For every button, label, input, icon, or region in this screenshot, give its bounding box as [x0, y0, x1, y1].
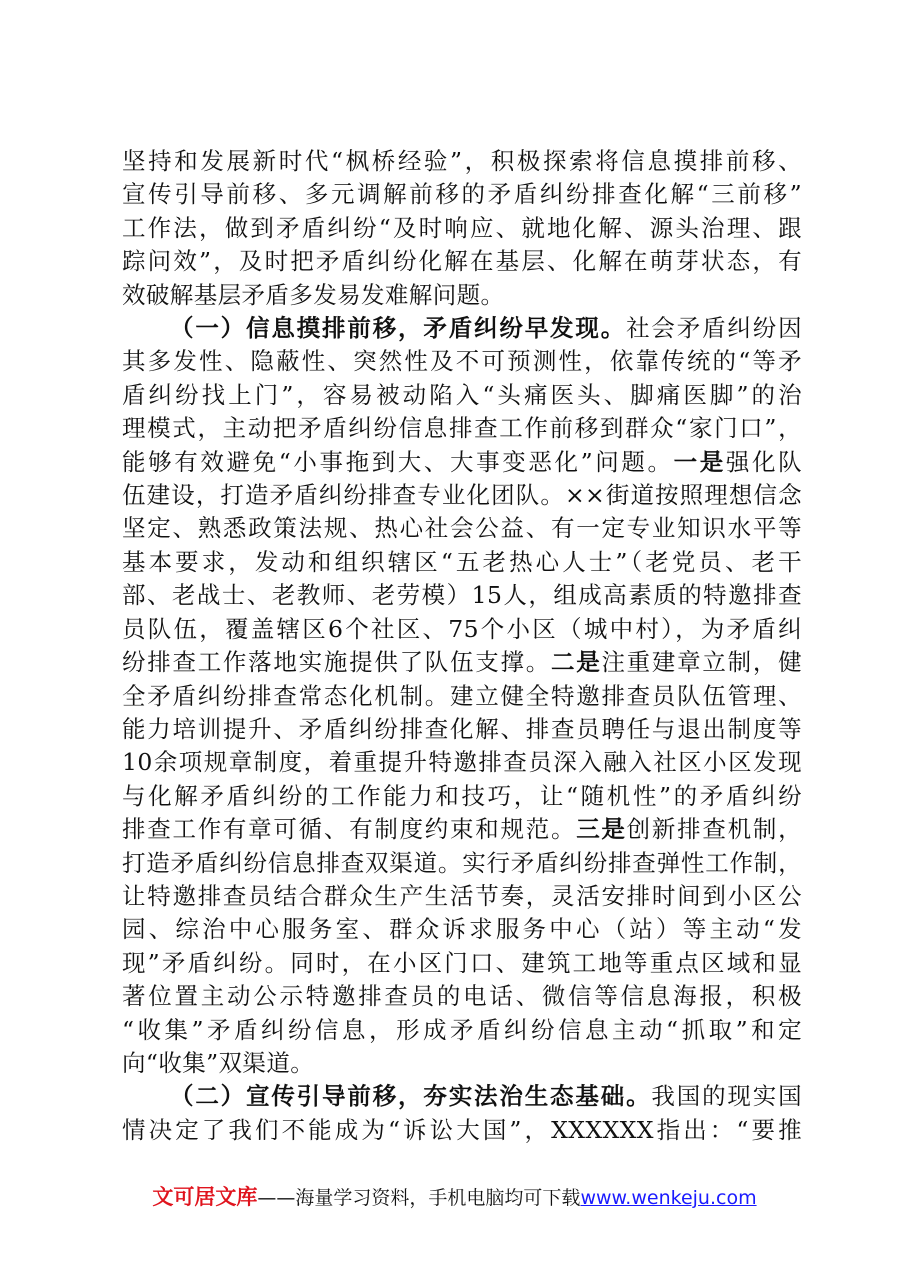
line-text: 伍建设，打造矛盾纠纷排查专业化团队。××街道按照理想信念 [122, 481, 802, 510]
text-line [122, 178, 802, 211]
text-line [122, 780, 802, 813]
text-line [122, 145, 802, 178]
line-text: 全矛盾纠纷排查常态化机制。建立健全特邀排查员队伍管理、 [122, 681, 802, 710]
footer-brand: 文可居文库 [152, 1185, 258, 1209]
line-text: 效破解基层矛盾多发易发难解问题。 [122, 280, 505, 309]
text-line [122, 345, 802, 378]
line-text: 10余项规章制度，着重提升特邀排查员深入融入社区小区发现 [122, 748, 802, 777]
line-text: 我国的现实国 [651, 1082, 802, 1111]
text-line [122, 312, 802, 345]
line-text: 与化解矛盾纠纷的工作能力和技巧，让“随机性”的矛盾纠纷 [122, 781, 802, 810]
text-line [122, 813, 802, 846]
text-line [122, 279, 802, 312]
enumeration-marker: 二是 [550, 648, 602, 677]
text-line [122, 245, 802, 278]
line-text: 宣传引导前移、多元调解前移的矛盾纠纷排查化解“三前移” [122, 180, 802, 209]
enumeration-marker: 三是 [576, 815, 627, 844]
text-line [122, 980, 802, 1013]
text-line [122, 646, 802, 679]
line-text: 创新排查机制， [626, 815, 802, 844]
line-text: 让特邀排查员结合群众生产生活节奏，灵活安排时间到小区公 [122, 881, 802, 910]
text-line [122, 880, 802, 913]
text-line [122, 379, 802, 412]
section-heading: （一）信息摸排前移，矛盾纠纷早发现。 [170, 314, 627, 343]
text-line [122, 546, 802, 579]
text-line [122, 479, 802, 512]
footer-link[interactable]: www.wenkeju.com [580, 1187, 757, 1209]
text-line [122, 947, 802, 980]
text-line [122, 680, 802, 713]
footer-dash: —— [257, 1187, 296, 1209]
line-text: 情决定了我们不能成为“诉讼大国”，XXXXXX指出：“要推 [122, 1115, 802, 1144]
line-text: 园、综治中心服务室、群众诉求服务中心（站）等主动“发 [122, 915, 802, 944]
text-line [122, 512, 802, 545]
line-text: 坚定、熟悉政策法规、热心社会公益、有一定专业知识水平等 [122, 514, 802, 543]
text-line [122, 746, 802, 779]
line-text: 纷排查工作落地实施提供了队伍支撑。 [122, 648, 551, 677]
text-line [122, 412, 802, 445]
text-line [122, 1047, 802, 1080]
line-text: 能够有效避免“小事拖到大、大事变恶化”问题。 [122, 447, 674, 476]
text-line [122, 713, 802, 746]
line-text: 打造矛盾纠纷信息排查双渠道。实行矛盾纠纷排查弹性工作制， [122, 848, 802, 877]
line-text: 著位置主动公示特邀排查员的电话、微信等信息海报，积极 [122, 982, 802, 1011]
text-line [122, 579, 802, 612]
footer-banner [0, 1181, 909, 1211]
line-text: 强化队 [725, 447, 802, 476]
line-text: 员队伍，覆盖辖区6个社区、75个小区（城中村），为矛盾纠 [122, 614, 802, 643]
text-line [122, 913, 802, 946]
line-text: 基本要求，发动和组织辖区“五老热心人士”（老党员、老干 [122, 547, 802, 576]
line-text: 工作法，做到矛盾纠纷“及时响应、就地化解、源头治理、跟 [122, 213, 802, 242]
section-heading: （二）宣传引导前移，夯实法治生态基础。 [170, 1082, 652, 1111]
text-line [122, 1114, 802, 1147]
line-text: 社会矛盾纠纷因 [626, 314, 802, 343]
document-body [122, 145, 802, 1147]
text-line [122, 847, 802, 880]
line-text: 能力培训提升、矛盾纠纷排查化解、排查员聘任与退出制度等 [122, 714, 802, 743]
text-line [122, 212, 802, 245]
line-text: “收集”矛盾纠纷信息，形成矛盾纠纷信息主动“抓取”和定 [122, 1015, 802, 1044]
line-text: 盾纠纷找上门”，容易被动陷入“头痛医头、脚痛医脚”的治 [122, 380, 802, 409]
text-line [122, 446, 802, 479]
line-text: 其多发性、隐蔽性、突然性及不可预测性，依靠传统的“等矛 [122, 347, 802, 376]
text-line [122, 613, 802, 646]
text-line [122, 1014, 802, 1047]
line-text: 现”矛盾纠纷。同时，在小区门口、建筑工地等重点区域和显 [122, 948, 802, 977]
line-text: 理模式，主动把矛盾纠纷信息排查工作前移到群众“家门口”， [122, 414, 802, 443]
line-text: 注重建章立制，健 [601, 648, 802, 677]
line-text: 部、老战士、老教师、老劳模）15人，组成高素质的特邀排查 [122, 581, 802, 610]
text-line [122, 1080, 802, 1113]
line-text: 向“收集”双渠道。 [122, 1048, 315, 1077]
line-text: 排查工作有章可循、有制度约束和规范。 [122, 815, 577, 844]
footer-tagline: 海量学习资料，手机电脑均可下载 [295, 1187, 581, 1209]
line-text: 坚持和发展新时代“枫桥经验”，积极探索将信息摸排前移、 [122, 147, 802, 175]
line-text: 踪问效”，及时把矛盾纠纷化解在基层、化解在萌芽状态，有 [122, 247, 802, 276]
enumeration-marker: 一是 [673, 447, 726, 476]
